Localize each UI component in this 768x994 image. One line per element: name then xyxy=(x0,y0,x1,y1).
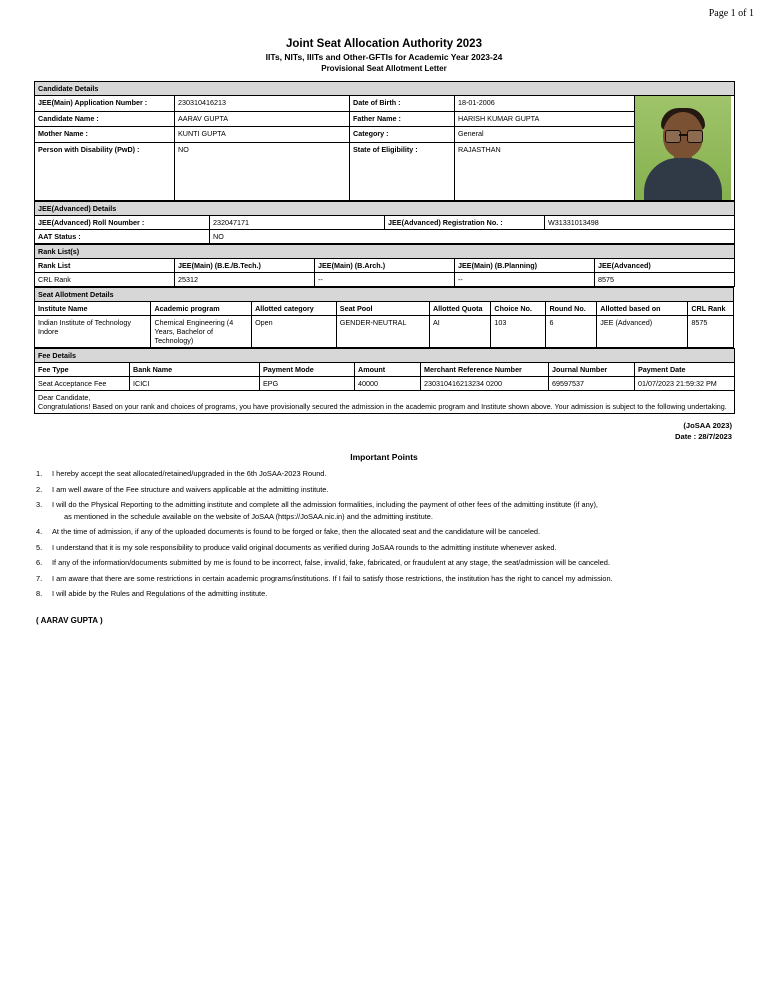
rank-list-cell-1: 25312 xyxy=(175,273,315,287)
list-item xyxy=(34,588,734,600)
glasses-right-icon xyxy=(687,130,703,143)
table-row xyxy=(35,230,735,244)
rank-list-col-0: Rank List xyxy=(35,259,175,273)
advanced-roll-value: 232047171 xyxy=(210,216,385,230)
seat-col-6: Round No. xyxy=(546,302,597,316)
candidate-details-heading-row xyxy=(35,82,735,96)
fee-col-4: Merchant Reference Number xyxy=(421,363,549,377)
candidate-name-label: Candidate Name : xyxy=(35,111,175,127)
fee-col-3: Amount xyxy=(355,363,421,377)
advanced-registration-label: JEE(Advanced) Registration No. : xyxy=(385,216,545,230)
seat-cell-round-no: 6 xyxy=(546,316,597,348)
rank-list-col-1: JEE(Main) (B.E./B.Tech.) xyxy=(175,259,315,273)
seat-col-5: Choice No. xyxy=(491,302,546,316)
glasses-left-icon xyxy=(665,130,681,143)
note-salutation: Dear Candidate, xyxy=(38,393,91,402)
list-item xyxy=(34,484,734,496)
point-number: 2. xyxy=(36,484,43,494)
seat-cell-quota: AI xyxy=(429,316,490,348)
point-number: 6. xyxy=(36,558,43,567)
page-number: Page 1 of 1 xyxy=(708,8,754,19)
seat-cell-institute: Indian Institute of Technology Indore xyxy=(35,316,151,348)
photo-body xyxy=(644,158,722,200)
avatar xyxy=(635,96,735,201)
point-text: I hereby accept the seat allocated/retained/upgraded in the 6th JoSAA-2023 Round. xyxy=(52,469,327,478)
category-value: General xyxy=(455,127,635,143)
table-row xyxy=(35,143,735,201)
rank-lists-heading: Rank List(s) xyxy=(35,245,735,259)
seat-cell-choice-no: 103 xyxy=(491,316,546,348)
point-number: 7. xyxy=(36,573,43,583)
fee-details-table xyxy=(34,348,735,414)
candidate-signature: ( AARAV GUPTA ) xyxy=(36,615,103,625)
academic-year-subtitle: IITs, NITs, IIITs and Other-GFTIs for Academic Year 2023-24 xyxy=(265,52,503,62)
application-number-value: 230310416213 xyxy=(175,96,350,112)
seat-col-3: Seat Pool xyxy=(336,302,429,316)
letter-type-subtitle: Provisional Seat Allotment Letter xyxy=(321,64,447,73)
candidate-name-value: AARAV GUPTA xyxy=(175,111,350,127)
letter-date: Date : 28/7/2023 xyxy=(675,432,732,441)
authority-title: Joint Seat Allocation Authority 2023 xyxy=(286,38,482,50)
point-number: 5. xyxy=(36,542,43,552)
fee-cell-merchant-ref: 230310416213234 0200 xyxy=(421,377,549,391)
point-text: I am aware that there are some restrictions in certain academic programs/institutions. If I fail to satisfy those restrictions, the institution has the right to cancel my admission. xyxy=(52,573,613,583)
table-row xyxy=(35,111,735,127)
rank-list-cell-3: -- xyxy=(455,273,595,287)
table-row xyxy=(35,377,735,391)
father-name-value: HARISH KUMAR GUPTA xyxy=(455,111,635,127)
table-row xyxy=(35,96,735,112)
fee-details-heading: Fee Details xyxy=(35,349,735,363)
fee-cell-mode: EPG xyxy=(260,377,355,391)
advanced-details-heading-row xyxy=(35,202,735,216)
seat-col-8: CRL Rank xyxy=(688,302,734,316)
father-name-label: Father Name : xyxy=(350,111,455,127)
fee-col-0: Fee Type xyxy=(35,363,130,377)
rank-list-col-2: JEE(Main) (B.Arch.) xyxy=(315,259,455,273)
glasses-bridge-icon xyxy=(679,134,687,136)
application-number-label: JEE(Main) Application Number : xyxy=(35,96,175,112)
document-sheet xyxy=(34,37,734,625)
rank-list-col-4: JEE(Advanced) xyxy=(595,259,735,273)
table-row xyxy=(35,273,735,287)
pwd-value: NO xyxy=(175,143,350,201)
seat-cell-program: Chemical Engineering (4 Years, Bachelor of Technology) xyxy=(151,316,252,348)
seat-cell-category: Open xyxy=(252,316,337,348)
point-text: I will abide by the Rules and Regulations of the admitting institute. xyxy=(52,589,268,598)
mother-name-value: KUNTI GUPTA xyxy=(175,127,350,143)
fee-col-2: Payment Mode xyxy=(260,363,355,377)
seat-col-7: Allotted based on xyxy=(597,302,688,316)
note-body: Congratulations! Based on your rank and choices of programs, you have provisionally secured the admission in the academic program and Institute shown above. Your admission is subject to the following undertaking. xyxy=(38,402,727,411)
point-number: 4. xyxy=(36,527,43,536)
document-title-block xyxy=(34,37,734,75)
seat-cell-allotted-based-on: JEE (Advanced) xyxy=(597,316,688,348)
list-item xyxy=(34,526,734,538)
fee-col-6: Payment Date xyxy=(635,363,735,377)
dob-label: Date of Birth : xyxy=(350,96,455,112)
seat-col-4: Allotted Quota xyxy=(429,302,490,316)
authority-signature-block xyxy=(34,420,734,442)
candidate-photo xyxy=(635,96,731,200)
table-row xyxy=(35,316,734,348)
important-points-list xyxy=(34,468,734,600)
authority-name: (JoSAA 2023) xyxy=(683,421,732,430)
fee-cell-type: Seat Acceptance Fee xyxy=(35,377,130,391)
point-text-continued: as mentioned in the schedule available on the website of JoSAA (https://JoSAA.nic.in) and the admitting institute. xyxy=(64,511,433,521)
list-item xyxy=(34,542,734,554)
point-text: I will do the Physical Reporting to the admitting institute and complete all the admission formalities, including the payment of other fees of the admitting institute (if any), xyxy=(52,500,598,509)
table-row xyxy=(35,216,735,230)
list-item xyxy=(34,573,734,585)
fee-details-header-row xyxy=(35,363,735,377)
list-item xyxy=(34,499,734,522)
rank-lists-heading-row xyxy=(35,245,735,259)
candidate-details-table xyxy=(34,81,735,201)
seat-col-0: Institute Name xyxy=(35,302,151,316)
jee-advanced-details-table xyxy=(34,201,735,244)
pwd-label: Person with Disability (PwD) : xyxy=(35,143,175,201)
fee-col-1: Bank Name xyxy=(130,363,260,377)
list-item xyxy=(34,557,734,569)
aat-status-label: AAT Status : xyxy=(35,230,210,244)
fee-col-5: Journal Number xyxy=(549,363,635,377)
mother-name-label: Mother Name : xyxy=(35,127,175,143)
seat-col-2: Allotted category xyxy=(252,302,337,316)
candidate-details-heading: Candidate Details xyxy=(35,82,735,96)
note-row xyxy=(35,391,735,414)
point-number: 1. xyxy=(36,469,43,478)
point-text: If any of the information/documents submitted by me is found to be incorrect, false, invalid, fake, fabricated, or fraudulent at any stage, the seat/admission will be canceled. xyxy=(52,558,610,567)
dob-value: 18-01-2006 xyxy=(455,96,635,112)
list-item xyxy=(34,468,734,480)
point-text: I understand that it is my sole responsibility to produce valid original documents as verified during JoSAA rounds to the admitting institute whenever asked. xyxy=(52,542,557,552)
state-of-eligibility-label: State of Eligibility : xyxy=(350,143,455,201)
fee-cell-bank: ICICI xyxy=(130,377,260,391)
rank-list-cell-2: -- xyxy=(315,273,455,287)
fee-cell-amount: 40000 xyxy=(355,377,421,391)
congratulations-note xyxy=(35,391,735,414)
rank-lists-table xyxy=(34,244,735,287)
important-points-title: Important Points xyxy=(350,452,418,462)
seat-allotment-heading-row xyxy=(35,288,734,302)
aat-status-value: NO xyxy=(210,230,735,244)
advanced-roll-label: JEE(Advanced) Roll Noumber : xyxy=(35,216,210,230)
point-text: I am well aware of the Fee structure and waivers applicable at the admitting institute. xyxy=(52,484,329,494)
state-of-eligibility-value: RAJASTHAN xyxy=(455,143,635,201)
rank-lists-header-row xyxy=(35,259,735,273)
point-number: 3. xyxy=(36,500,43,509)
fee-details-heading-row xyxy=(35,349,735,363)
seat-cell-pool: GENDER-NEUTRAL xyxy=(336,316,429,348)
rank-list-cell-0: CRL Rank xyxy=(35,273,175,287)
category-label: Category : xyxy=(350,127,455,143)
seat-allotment-table xyxy=(34,287,734,348)
fee-cell-journal: 69597537 xyxy=(549,377,635,391)
rank-list-col-3: JEE(Main) (B.Planning) xyxy=(455,259,595,273)
point-number: 8. xyxy=(36,589,43,598)
rank-list-cell-4: 8575 xyxy=(595,273,735,287)
fee-cell-date: 01/07/2023 21:59:32 PM xyxy=(635,377,735,391)
seat-allotment-header-row xyxy=(35,302,734,316)
advanced-details-heading: JEE(Advanced) Details xyxy=(35,202,735,216)
seat-col-1: Academic program xyxy=(151,302,252,316)
seat-allotment-heading: Seat Allotment Details xyxy=(35,288,734,302)
table-row xyxy=(35,127,735,143)
point-text: At the time of admission, if any of the uploaded documents is found to be forged or fake, then the allocated seat and the candidature will be canceled. xyxy=(52,527,541,536)
seat-cell-crl-rank: 8575 xyxy=(688,316,734,348)
advanced-registration-value: W31331013498 xyxy=(545,216,735,230)
